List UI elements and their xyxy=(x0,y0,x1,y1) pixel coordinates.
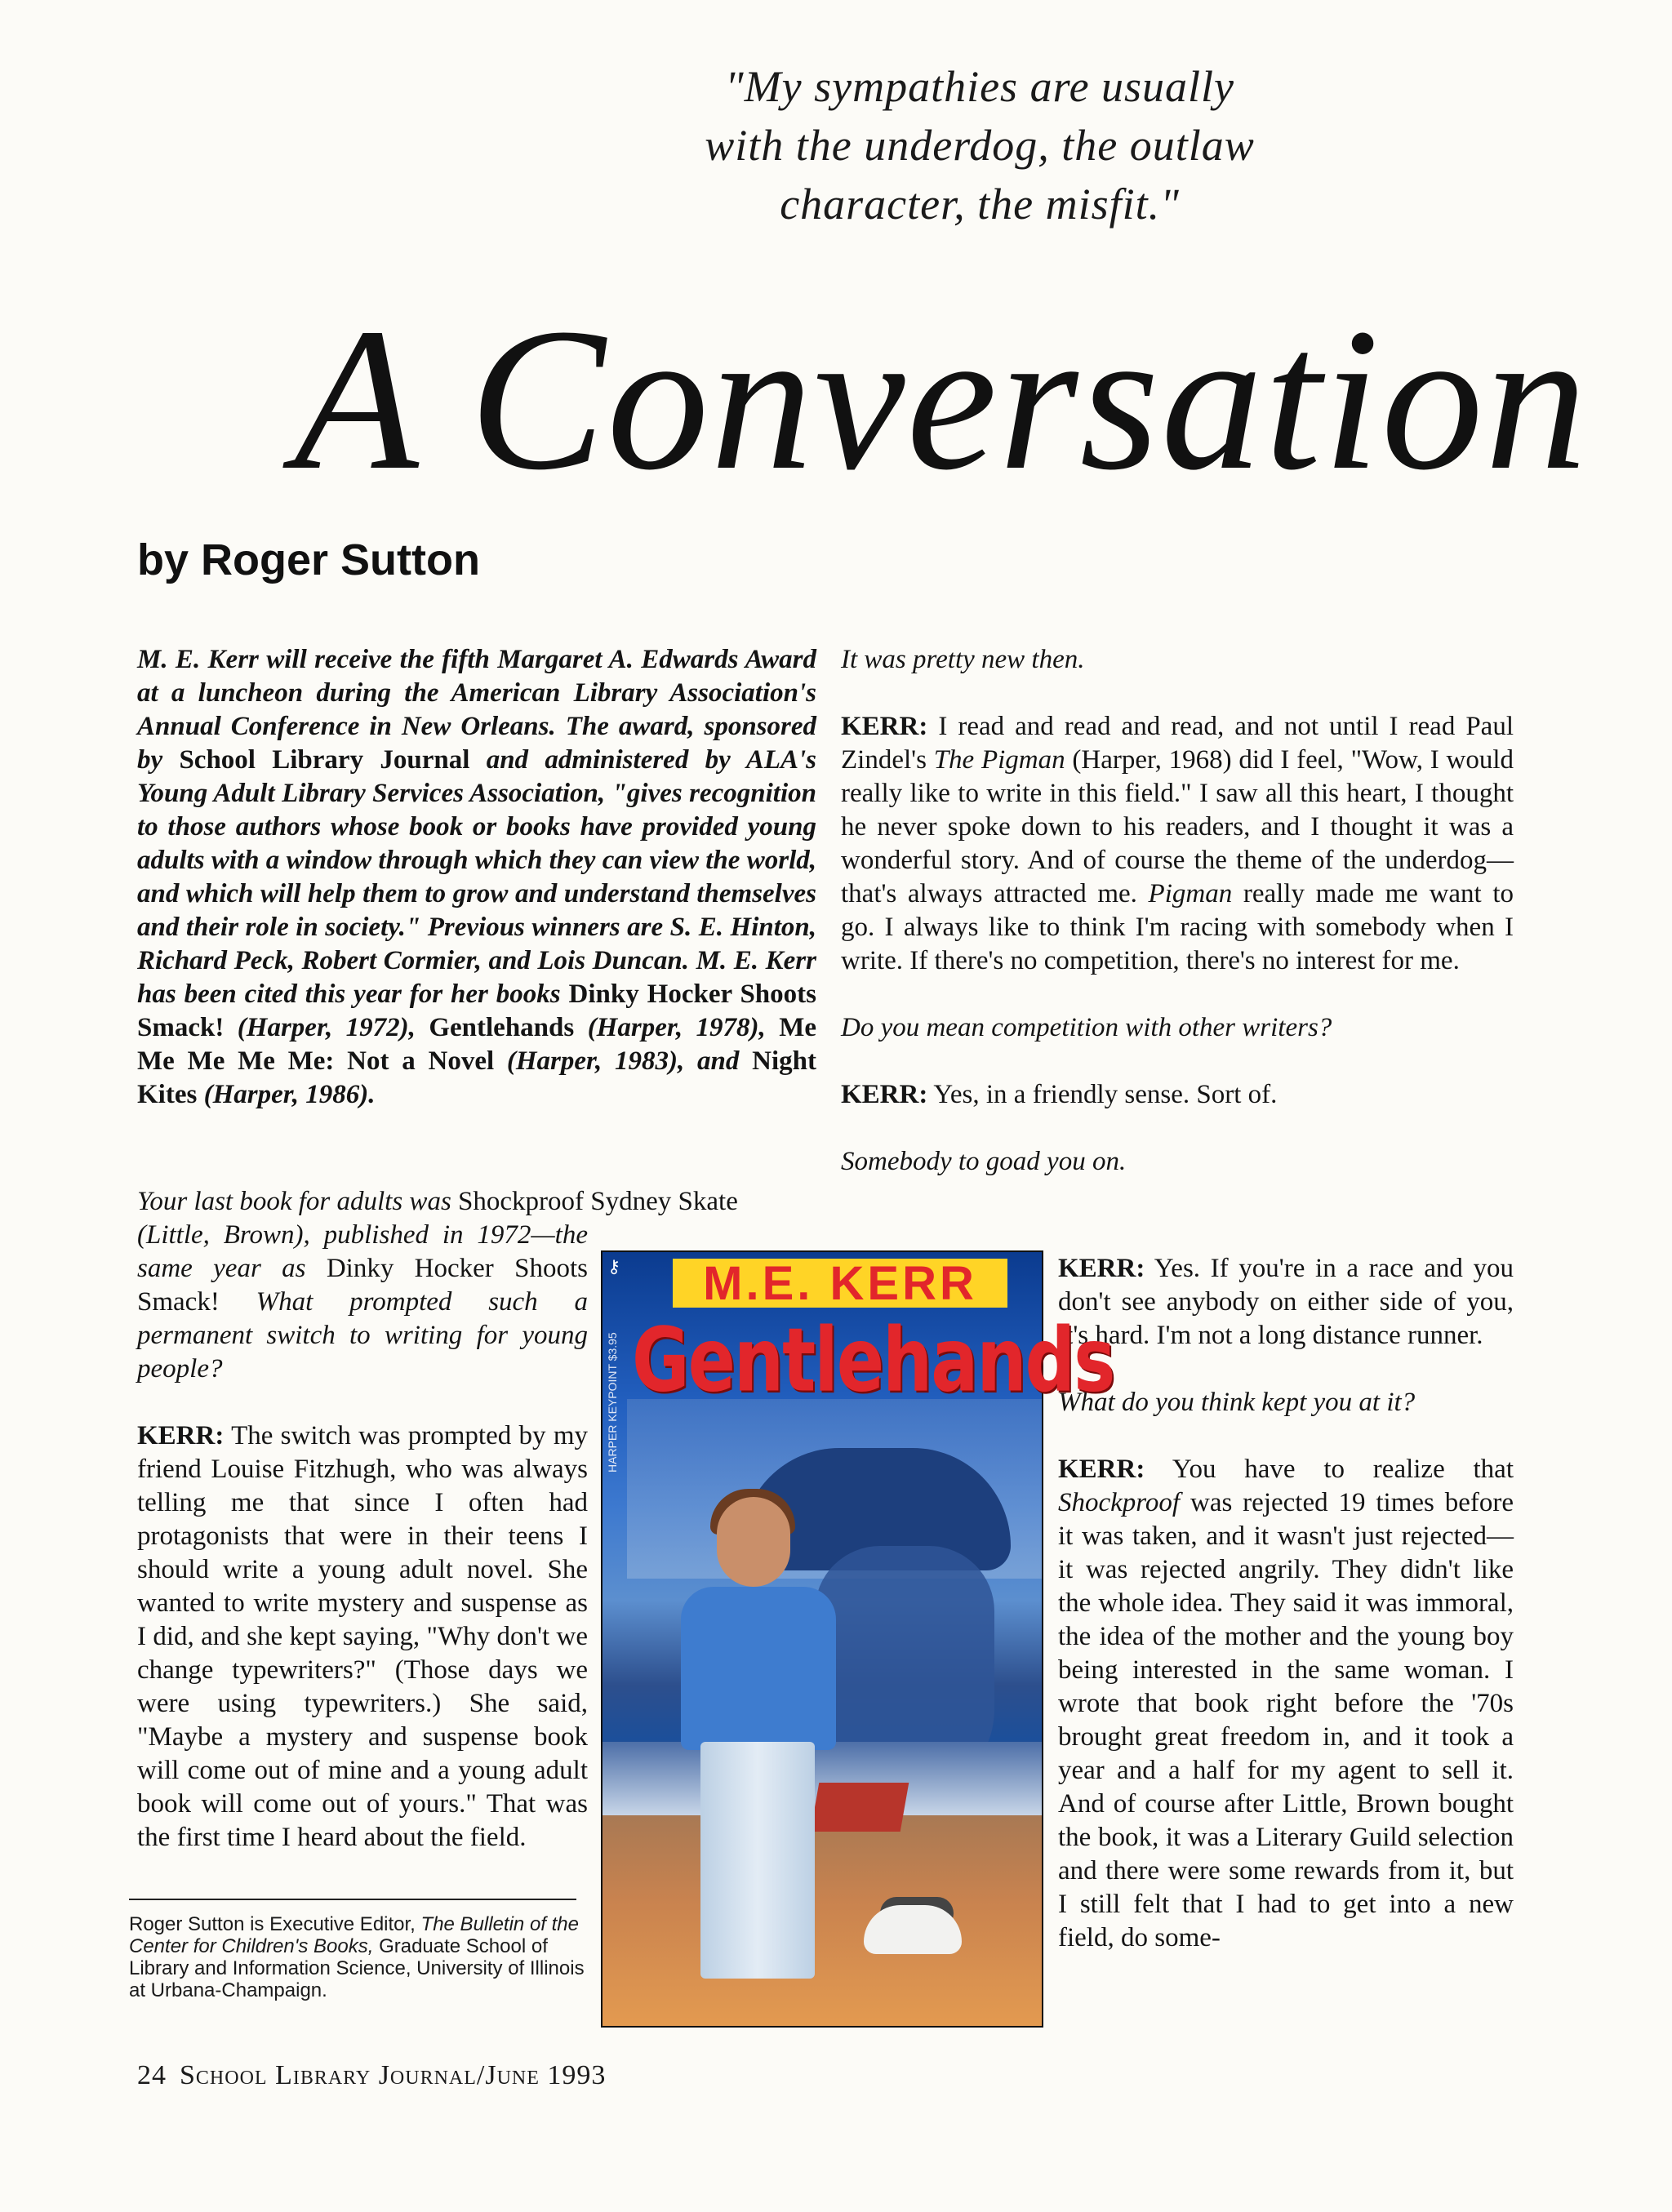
book-cover-image xyxy=(601,1250,1114,2028)
footnote-text: Graduate School of Library and Information Science, University of Illinois at Urbana-Champaign. xyxy=(129,1935,585,2001)
book-title: Night Kites xyxy=(137,1046,816,1109)
book-title: Gentlehands xyxy=(429,1013,575,1042)
speaker-label: KERR: xyxy=(841,1080,928,1109)
book-title: Dinky Hocker Shoots Smack! xyxy=(137,979,816,1042)
book-title: Pigman xyxy=(1148,879,1233,908)
byline: by Roger Sutton xyxy=(137,535,480,584)
publication-name: The Bulletin of the Center for Children's Books, xyxy=(129,1913,579,1957)
book-title: The Pigman xyxy=(933,745,1065,775)
publication-info: (Harper, 1972), xyxy=(237,1013,416,1042)
pull-quote xyxy=(571,57,1388,233)
question: Do you mean competition with other writers? xyxy=(841,1013,1332,1042)
speaker-label: KERR: xyxy=(1058,1254,1145,1283)
cover-author: M.E. KERR xyxy=(673,1259,1007,1308)
intro-text: M. E. Kerr will receive the fifth Margaret A. Edwards Award at a luncheon during the American Library Association's Annual Conference in New Orleans. The award, sponsored by xyxy=(137,645,816,775)
page-number: 24 xyxy=(137,2060,167,2090)
publication-info: (Harper, 1986). xyxy=(203,1080,376,1109)
publisher-key-icon: ⚷ xyxy=(607,1257,621,1277)
author-footnote xyxy=(129,1913,586,2001)
question: What do you think kept you at it? xyxy=(1058,1388,1416,1417)
book-title: Me Me Me Me Me: Not a Novel xyxy=(137,1013,817,1076)
answer xyxy=(1058,1252,1514,1353)
answer xyxy=(137,1419,588,1854)
left-wrapped-column xyxy=(137,1220,589,1854)
question-text: (Little, Brown), published in 1972—the same year as xyxy=(137,1220,588,1283)
book-title: Dinky Hocker Shoots Smack! xyxy=(137,1254,588,1317)
footnote-text: Roger Sutton is Executive Editor, xyxy=(129,1913,416,1935)
answer xyxy=(841,710,1514,978)
cover-spine-text: HARPER KEYPOINT $3.95 xyxy=(606,1332,619,1472)
cover-collar-insignia xyxy=(811,1783,909,1832)
question: It was pretty new then. xyxy=(841,645,1085,674)
answer-text: The switch was prompted by my friend Louise Fitzhugh, who was always telling me that since I often had protagonists that were in their teens I should write a young adult novel. She wanted to write mystery and suspense as I did, and she kept saying, "Why don't we change typewriters?" (Those days we were using typewriters.) She said, "Maybe a mystery and suspense book will come out of mine and a young adult book will come out of yours." That was the first time I heard about the field. xyxy=(137,1421,588,1852)
question-text: What prompted such a permanent switch to writing for young people? xyxy=(137,1287,589,1384)
cover-boy-body xyxy=(681,1587,836,1750)
cover-boy-legs xyxy=(700,1742,815,1979)
answer-text: Yes. If you're in a race and you don't see anybody on either side of you, it's hard. I'm not a long distance runner. xyxy=(1058,1254,1514,1350)
answer-text: was rejected 19 times before it was taken, and it wasn't just rejected—it was rejected angrily. They didn't like the whole idea. They said it was immoral, the idea of the mother and the young boy being interested in the same woman. I wrote that book right before the '70s brought great freedom in, and it took a year and a half for my agent to sell it. And of course after Little, Brown bought the book, it was a Literary Guild selection and there were some rewards from it, but I still felt that I had to get into a new field, do some- xyxy=(1058,1488,1514,1952)
book-title: Shockproof xyxy=(1058,1488,1181,1517)
answer-text: really made me want to go. I always like to think I'm racing with somebody when I write. If there's no competition, there's no interest for me. xyxy=(841,879,1514,975)
right-column xyxy=(841,643,1514,1179)
cover-boy-head xyxy=(717,1497,790,1587)
speaker-label: KERR: xyxy=(137,1421,225,1450)
footer-publication: School Library Journal/June 1993 xyxy=(180,2060,607,2090)
pull-quote-line: "My sympathies are usually xyxy=(724,62,1235,111)
pull-quote-line: character, the misfit." xyxy=(780,180,1180,229)
intro-text: and administered by ALA's Young Adult Library Services Association, "gives recognition to those authors whose book or books have provided young adults with a window through which they can view the world, and which will help them to grow and understand themselves and their role in society." Previous winners are S. E. Hinton, Richard Peck, Robert Cormier, and Lois Duncan. M. E. Kerr has been cited this year for her books xyxy=(137,745,817,1009)
answer xyxy=(841,1078,1514,1112)
publication-info: (Harper, 1978), xyxy=(587,1013,766,1042)
speaker-label: KERR: xyxy=(841,712,928,741)
book-title: Shockproof Sydney Skate xyxy=(458,1187,738,1216)
answer-text: (Harper, 1968) did I feel, "Wow, I would really like to write in this field." I saw all this heart, I thought he never spoke down to his readers, and I thought it was a wonderful story. And of course the theme of the underdog—that's always attracted me. xyxy=(841,745,1514,908)
cover-title: Gentlehands xyxy=(632,1309,1114,1412)
question-text: Your last book for adults was xyxy=(137,1187,451,1216)
question xyxy=(137,1219,588,1386)
answer-text: Yes, in a friendly sense. Sort of. xyxy=(933,1080,1278,1109)
publication-info: (Harper, 1983), and xyxy=(506,1046,740,1076)
answer-text: You have to realize that xyxy=(1172,1455,1514,1484)
page-title: A Conversation xyxy=(294,286,1589,513)
answer-text: I read and read and read, and not until I read Paul Zindel's xyxy=(841,712,1514,775)
speaker-label: KERR: xyxy=(1058,1455,1145,1484)
pull-quote-line: with the underdog, the outlaw xyxy=(705,121,1255,170)
question xyxy=(137,1185,816,1219)
page-footer xyxy=(137,2060,606,2091)
footnote-divider xyxy=(129,1899,576,1900)
question-1-lead xyxy=(137,1185,816,1219)
cover-gull xyxy=(864,1905,962,1954)
intro-column xyxy=(137,643,816,1112)
answer xyxy=(1058,1453,1514,1955)
journal-name: School Library Journal xyxy=(179,745,470,775)
right-wrapped-column xyxy=(1058,1252,1514,1955)
intro-paragraph xyxy=(137,643,816,1112)
question: Somebody to goad you on. xyxy=(841,1147,1127,1176)
